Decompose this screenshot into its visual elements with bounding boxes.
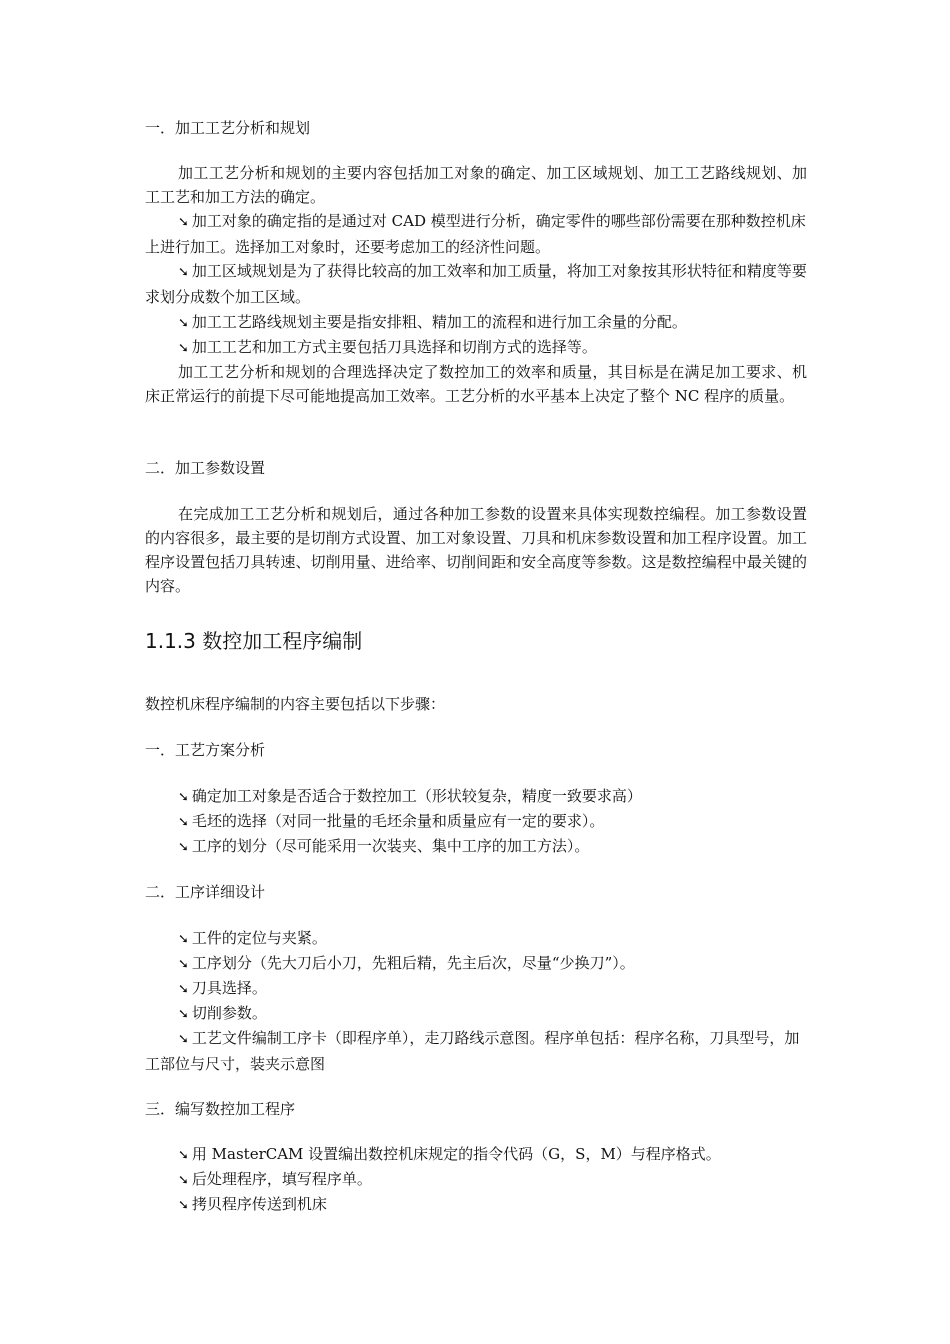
- bullet-item: ➘ 加工对象的确定指的是通过对 CAD 模型进行分析，确定零件的哪些部份需要在那种数控机床上进行加工。选择加工对象时，还要考虑加工的经济性问题。: [145, 212, 806, 256]
- bullet-item: ➘ 切削参数。: [145, 1001, 840, 1027]
- bullet-item: ➘ 刀具选择。: [145, 976, 840, 1002]
- bullet-item: ➘ 工艺文件编制工序卡（即程序单），走刀路线示意图。程序单包括：程序名称，刀具型号，加工部位与尺寸，装夹示意图: [145, 1029, 800, 1073]
- bullet-item: ➘ 工件的定位与夹紧。: [145, 926, 840, 952]
- arrow-down-right-icon: ➘: [178, 1198, 189, 1213]
- bullet-item: ➘ 用 MasterCAM 设置编出数控机床规定的指令代码（G，S，M）与程序格式。: [145, 1142, 840, 1168]
- heading-operation-design: 二．工序详细设计: [145, 883, 266, 901]
- bullet-item: ➘ 毛坯的选择（对同一批量的毛坯余量和质量应有一定的要求）。: [145, 809, 840, 835]
- heading-process-plan: 一．工艺方案分析: [145, 741, 266, 759]
- bullet-item: ➘ 工序的划分（尽可能采用一次装夹、集中工序的加工方法）。: [145, 834, 840, 860]
- arrow-down-right-icon: ➘: [178, 316, 189, 331]
- bullet-item: ➘ 拷贝程序传送到机床: [145, 1192, 840, 1218]
- arrow-down-right-icon: ➘: [178, 840, 189, 855]
- heading-parameter-setting: 二．加工参数设置: [145, 459, 266, 477]
- bullet-item: ➘ 确定加工对象是否适合于数控加工（形状较复杂，精度一致要求高）: [145, 784, 840, 810]
- bullet-item: ➘ 后处理程序，填写程序单。: [145, 1167, 840, 1193]
- arrow-down-right-icon: ➘: [178, 790, 189, 805]
- arrow-down-right-icon: ➘: [178, 265, 189, 280]
- paragraph-steps-intro: 数控机床程序编制的内容主要包括以下步骤：: [145, 695, 446, 713]
- heading-write-program: 三．编写数控加工程序: [145, 1100, 296, 1118]
- arrow-down-right-icon: ➘: [178, 341, 189, 356]
- arrow-down-right-icon: ➘: [178, 982, 189, 997]
- arrow-down-right-icon: ➘: [178, 1032, 189, 1047]
- arrow-down-right-icon: ➘: [178, 215, 189, 230]
- paragraph-analysis-intro: 加工工艺分析和规划的主要内容包括加工对象的确定、加工区域规划、加工工艺路线规划、加工工艺和加工方法的确定。: [145, 164, 807, 206]
- bullet-item: ➘ 加工工艺路线规划主要是指安排粗、精加工的流程和进行加工余量的分配。: [145, 310, 807, 336]
- arrow-down-right-icon: ➘: [178, 932, 189, 947]
- section-title: 1.1.3 数控加工程序编制: [145, 629, 363, 653]
- arrow-down-right-icon: ➘: [178, 1173, 189, 1188]
- bullet-item: ➘ 加工区域规划是为了获得比较高的加工效率和加工质量，将加工对象按其形状特征和精度等要求划分成数个加工区域。: [145, 262, 807, 306]
- paragraph-analysis-outro: 加工工艺分析和规划的合理选择决定了数控加工的效率和质量，其目标是在满足加工要求、机床正常运行的前提下尽可能地提高加工效率。工艺分析的水平基本上决定了整个 NC 程序的质量。: [145, 363, 807, 405]
- heading-process-analysis: 一．加工工艺分析和规划: [145, 119, 311, 137]
- arrow-down-right-icon: ➘: [178, 1007, 189, 1022]
- arrow-down-right-icon: ➘: [178, 957, 189, 972]
- arrow-down-right-icon: ➘: [178, 1148, 189, 1163]
- arrow-down-right-icon: ➘: [178, 815, 189, 830]
- bullet-item: ➘ 加工工艺和加工方式主要包括刀具选择和切削方式的选择等。: [145, 335, 807, 361]
- bullet-item: ➘ 工序划分（先大刀后小刀，先粗后精，先主后次，尽量“少换刀”）。: [145, 951, 840, 977]
- paragraph-parameter-setting: 在完成加工工艺分析和规划后，通过各种加工参数的设置来具体实现数控编程。加工参数设置的内容很多，最主要的是切削方式设置、加工对象设置、刀具和机床参数设置和加工程序设置。加工程序设置包括刀具转速、切削用量、进给率、切削间距和安全高度等参数。这是数控编程中最关键的内容。: [145, 505, 807, 595]
